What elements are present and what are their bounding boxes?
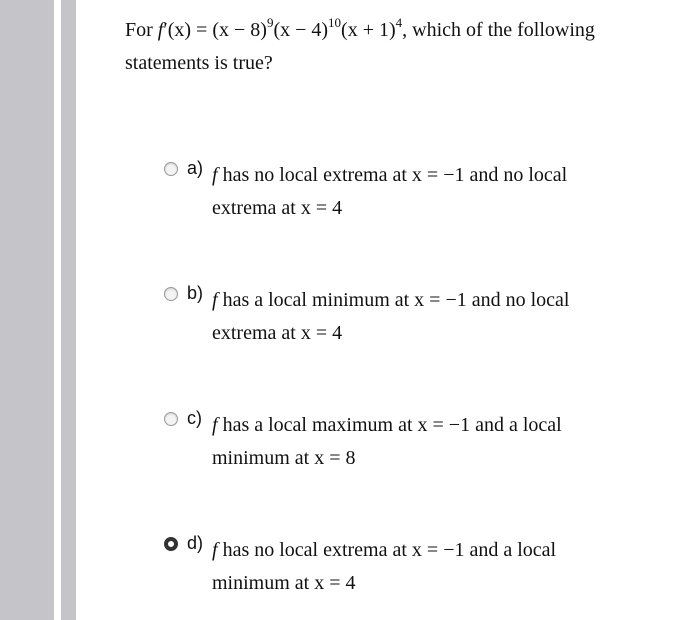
option-text-d [212,534,632,600]
left-margin-bar-inner [61,0,76,620]
radio-button-b[interactable] [164,287,178,301]
exponent-1: 9 [266,15,274,30]
option-text-a [212,159,632,225]
radio-button-d-selected[interactable] [164,537,178,551]
option-statement-b: has a local minimum at x = −1 and no local extrema at x = 4 [212,289,570,344]
option-function-d: f [212,539,218,561]
option-statement-c: has a local maximum at x = −1 and a local minimum at x = 8 [212,414,562,469]
option-letter-d: d) [187,533,204,553]
question-factor-2: (x − 4) [273,19,329,41]
question-prefix: For [125,19,153,41]
option-function-a: f [212,164,218,186]
option-function-c: f [212,414,218,436]
option-function-b: f [212,289,218,311]
option-letter-a: a) [187,158,204,178]
question-factor-3: (x + 1) [341,19,396,41]
margin-gap [54,0,61,620]
radio-button-c[interactable] [164,412,178,426]
question-text [125,14,645,80]
option-text-c [212,409,632,475]
exponent-3: 4 [395,15,403,30]
option-statement-d: has no local extrema at x = −1 and a local minimum at x = 4 [212,539,557,594]
radio-button-a[interactable] [164,162,178,176]
option-statement-a: has no local extrema at x = −1 and no local extrema at x = 4 [212,164,568,219]
option-letter-b: b) [187,283,204,303]
option-letter-c: c) [187,408,202,428]
left-margin-bar [0,0,54,620]
exponent-2: 10 [328,15,342,30]
option-text-b [212,284,632,350]
question-function: f [157,19,164,41]
question-derivative: ′(x) = (x − 8) [163,19,267,41]
question-suffix: , which of the following statements is true? [125,19,595,74]
